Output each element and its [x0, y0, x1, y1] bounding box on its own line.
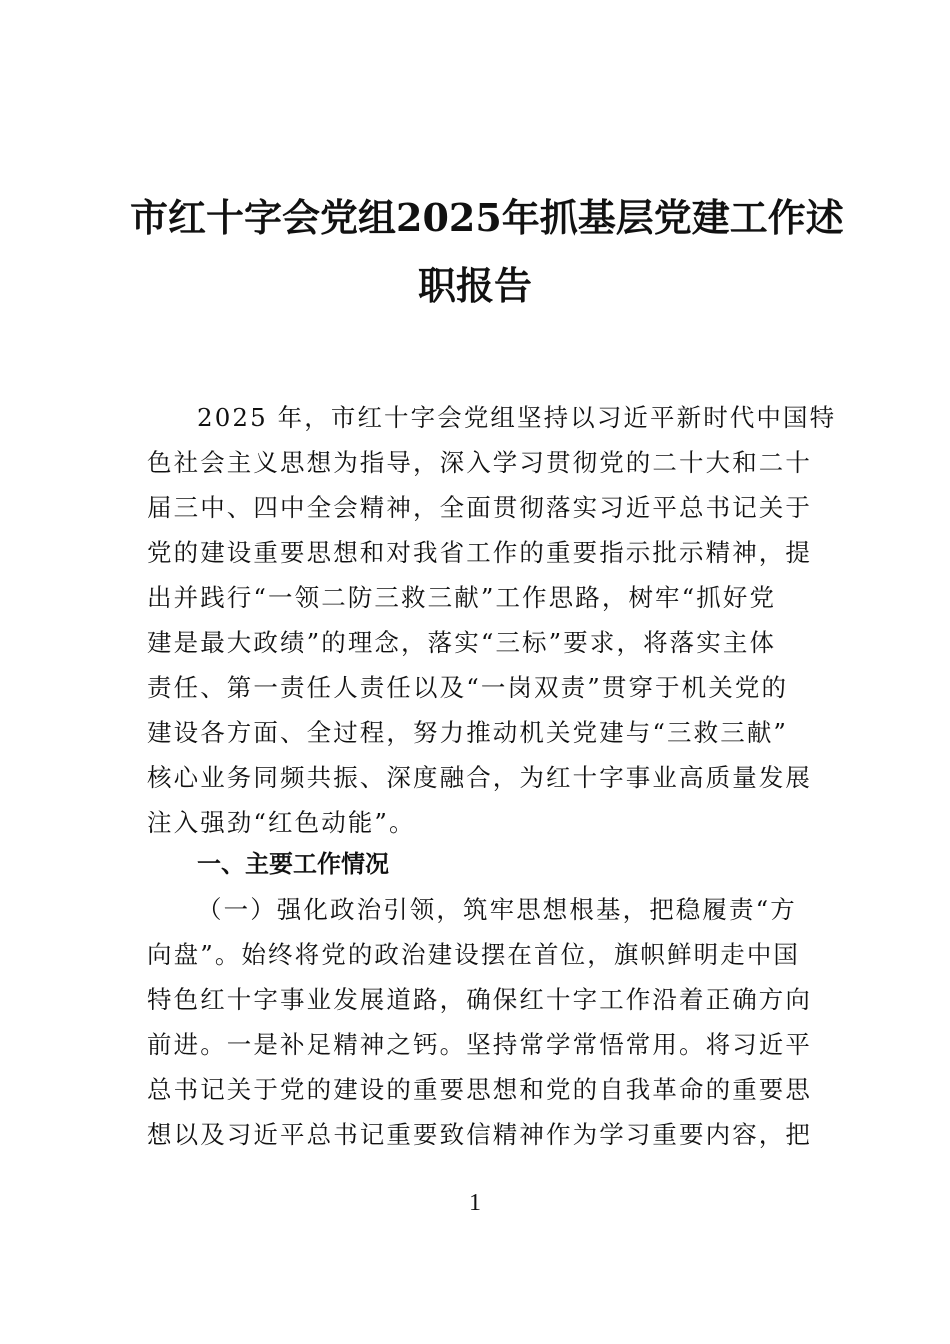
intro-paragraph: [147, 395, 837, 845]
paragraph-line: 建是最大政绩”的理念，落实“三标”要求，将落实主体: [147, 628, 777, 657]
paragraph-line: 想以及习近平总书记重要致信精神作为学习重要内容，把: [147, 1120, 812, 1149]
paragraph-line: 建设各方面、全过程，努力推动机关党建与“三救三献”: [147, 718, 789, 747]
paragraph-line: 注入强劲“红色动能”。: [147, 808, 416, 837]
paragraph-line: 党的建设重要思想和对我省工作的重要指示批示精神，提: [147, 538, 812, 567]
paragraph-line: 责任、第一责任人责任以及“一岗双责”贯穿于机关党的: [147, 673, 789, 702]
paragraph-line: 届三中、四中全会精神，全面贯彻落实习近平总书记关于: [147, 493, 812, 522]
paragraph-line: （一）强化政治引领，筑牢思想根基，把稳履责“方: [197, 895, 797, 924]
paragraph-line: 向盘”。始终将党的政治建设摆在首位，旗帜鲜明走中国: [147, 940, 801, 969]
paragraph-line: 总书记关于党的建设的重要思想和党的自我革命的重要思: [147, 1075, 812, 1104]
paragraph-line: 前进。一是补足精神之钙。坚持常学常悟常用。将习近平: [147, 1030, 812, 1059]
document-title-line-2: 职报告: [417, 263, 532, 308]
page-number: 1: [469, 1190, 481, 1216]
paragraph-line: 核心业务同频共振、深度融合，为红十字事业高质量发展: [147, 763, 812, 792]
paragraph-line: 色社会主义思想为指导，深入学习贯彻党的二十大和二十: [147, 448, 812, 477]
document-title-line-1: 市红十字会党组2025年抓基层党建工作述: [130, 195, 844, 240]
section-1-paragraph: [147, 887, 812, 1157]
section-heading: 一、主要工作情况: [197, 850, 389, 878]
paragraph-line: 2025 年，市红十字会党组坚持以习近平新时代中国特: [197, 403, 837, 432]
paragraph-line: 出并践行“一领二防三救三献”工作思路，树牢“抓好党: [147, 583, 777, 612]
paragraph-line: 特色红十字事业发展道路，确保红十字工作沿着正确方向: [147, 985, 812, 1014]
